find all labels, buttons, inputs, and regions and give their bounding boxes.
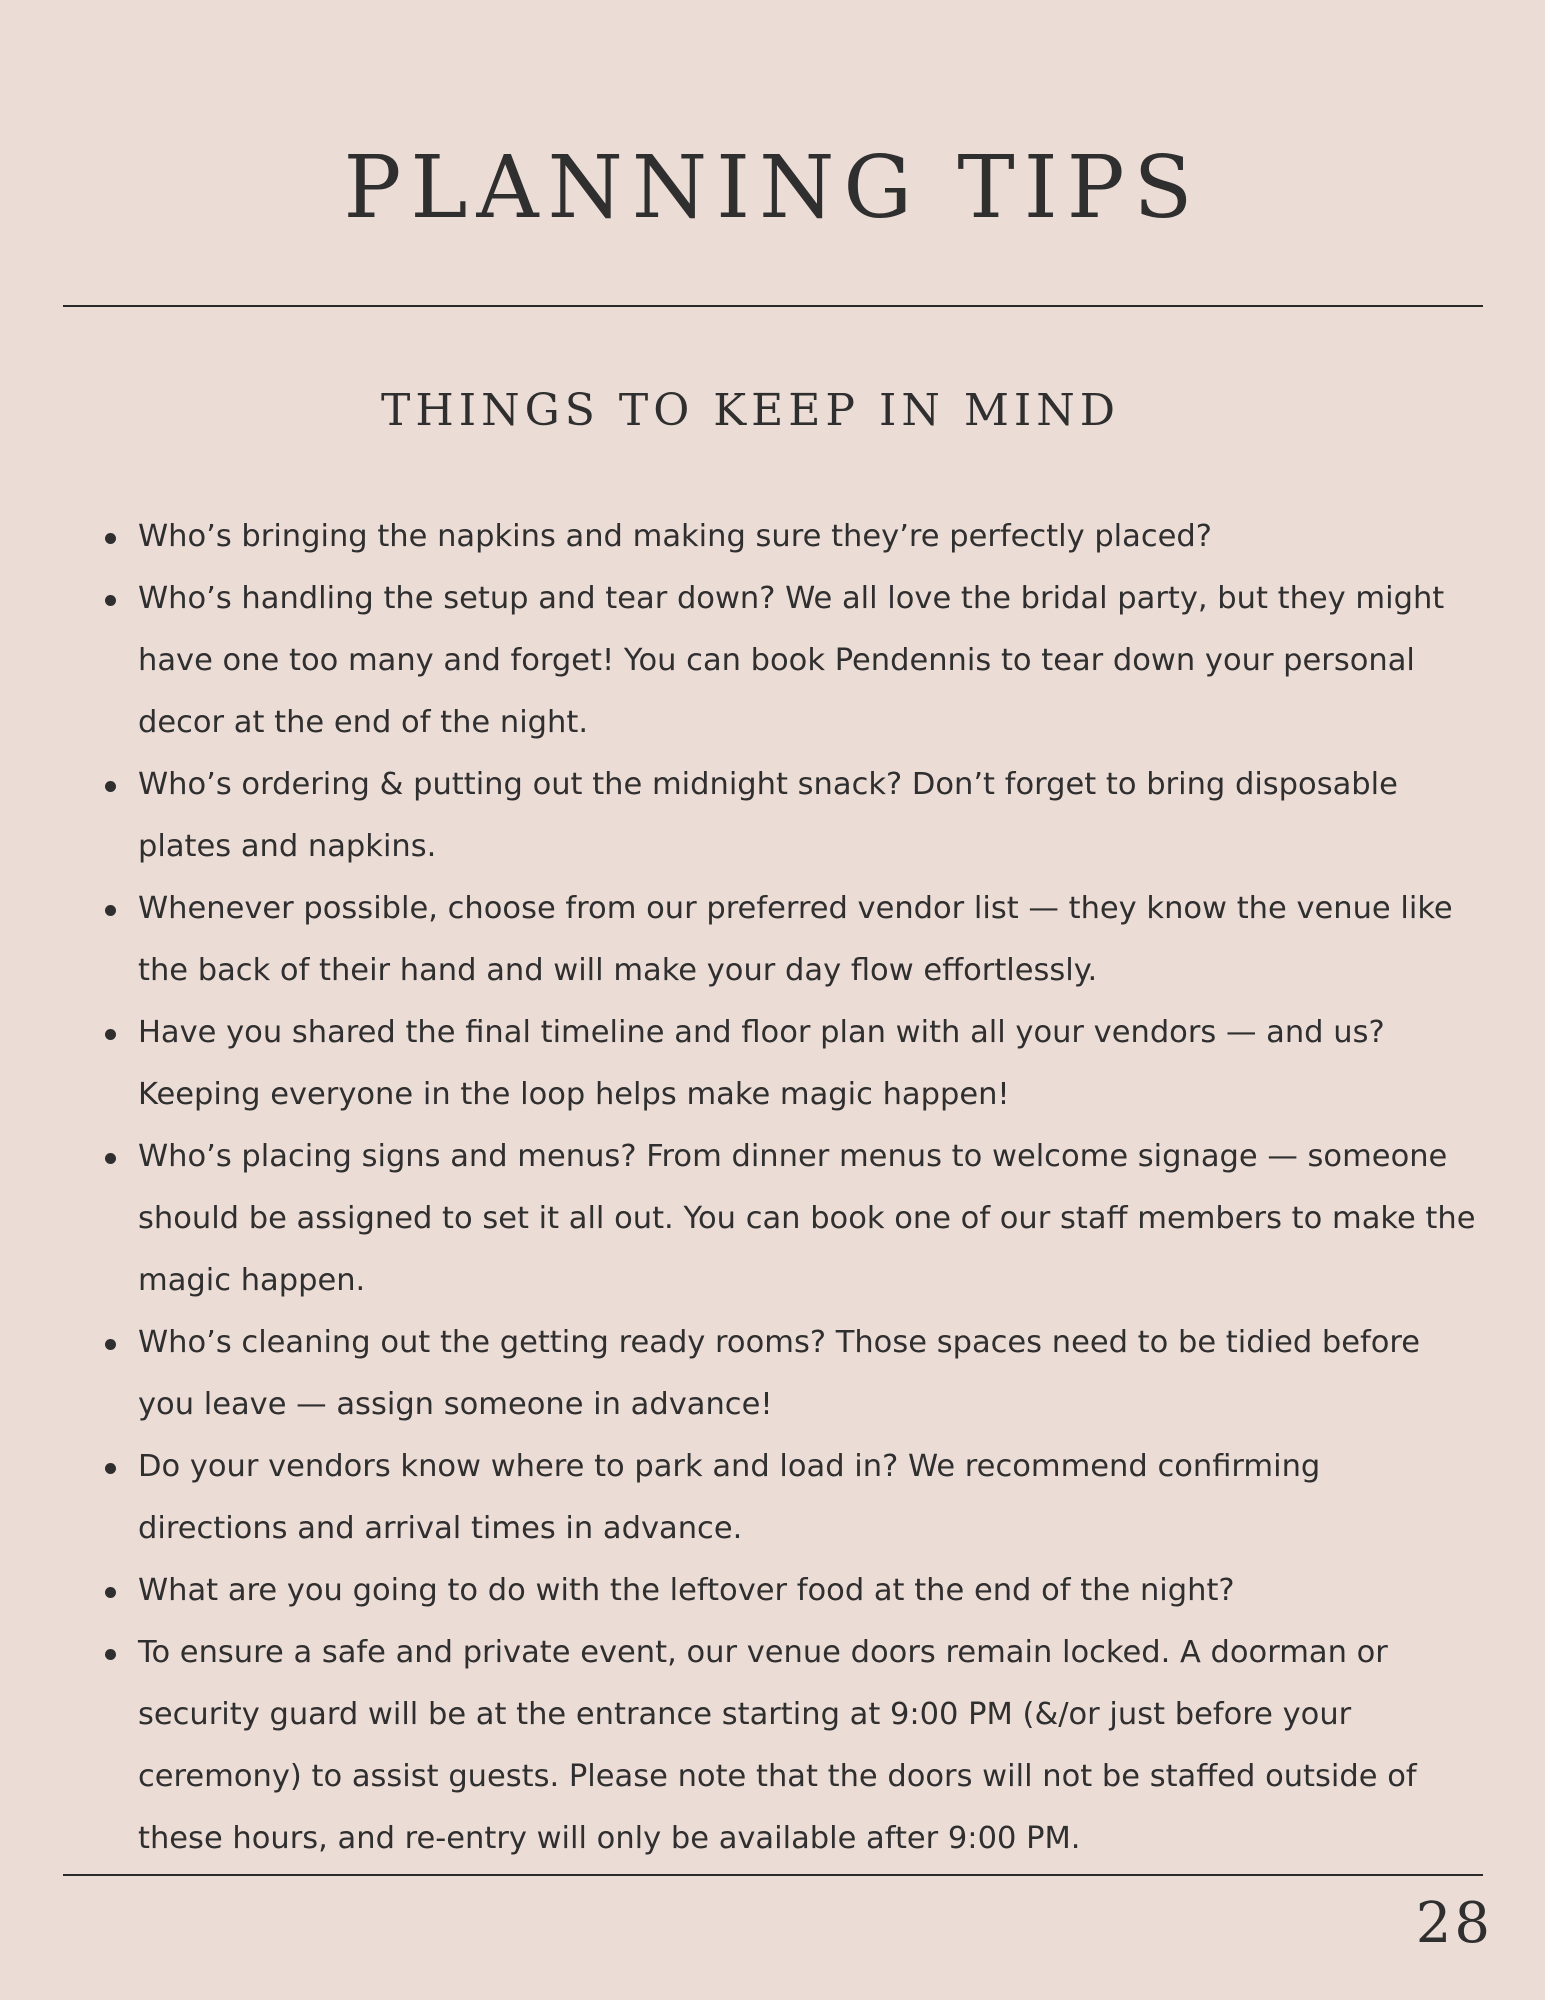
list-item: Who’s placing signs and menus? From dinner menus to welcome signage — someone should be assigned to set it all out. You can book one of our staff members to make the magic happen.	[138, 1126, 1478, 1312]
list-item: Do your vendors know where to park and load in? We recommend confirming directions and arrival times in advance.	[138, 1436, 1478, 1560]
list-item: Whenever possible, choose from our preferred vendor list — they know the venue like the back of their hand and will make your day flow effortlessly.	[138, 878, 1478, 1002]
list-item: To ensure a safe and private event, our venue doors remain locked. A doorman or security guard will be at the entrance starting at 9:00 PM (&/or just before your ceremony) to assist guests. Please note that the doors will not be staffed outside of these hours, and re-entry will only be available after 9:00 PM.	[138, 1622, 1478, 1870]
page-number: 28	[1415, 1891, 1493, 1956]
list-item: Who’s ordering & putting out the midnight snack? Don’t forget to bring disposable plates and napkins.	[138, 754, 1478, 878]
tips-list	[138, 506, 1478, 1870]
page-title: PLANNING TIPS	[343, 138, 1202, 238]
list-item: What are you going to do with the leftover food at the end of the night?	[138, 1560, 1478, 1622]
list-item: Have you shared the final timeline and floor plan with all your vendors — and us? Keeping everyone in the loop helps make magic happen!	[138, 1002, 1478, 1126]
list-item: Who’s cleaning out the getting ready rooms? Those spaces need to be tidied before you leave — assign someone in advance!	[138, 1312, 1478, 1436]
section-heading: THINGS TO KEEP IN MIND	[381, 385, 1121, 436]
bottom-divider	[63, 1874, 1483, 1876]
top-divider	[63, 305, 1483, 307]
list-item: Who’s handling the setup and tear down? We all love the bridal party, but they might have one too many and forget! You can book Pendennis to tear down your personal decor at the end of the night.	[138, 568, 1478, 754]
list-item: Who’s bringing the napkins and making sure they’re perfectly placed?	[138, 506, 1478, 568]
